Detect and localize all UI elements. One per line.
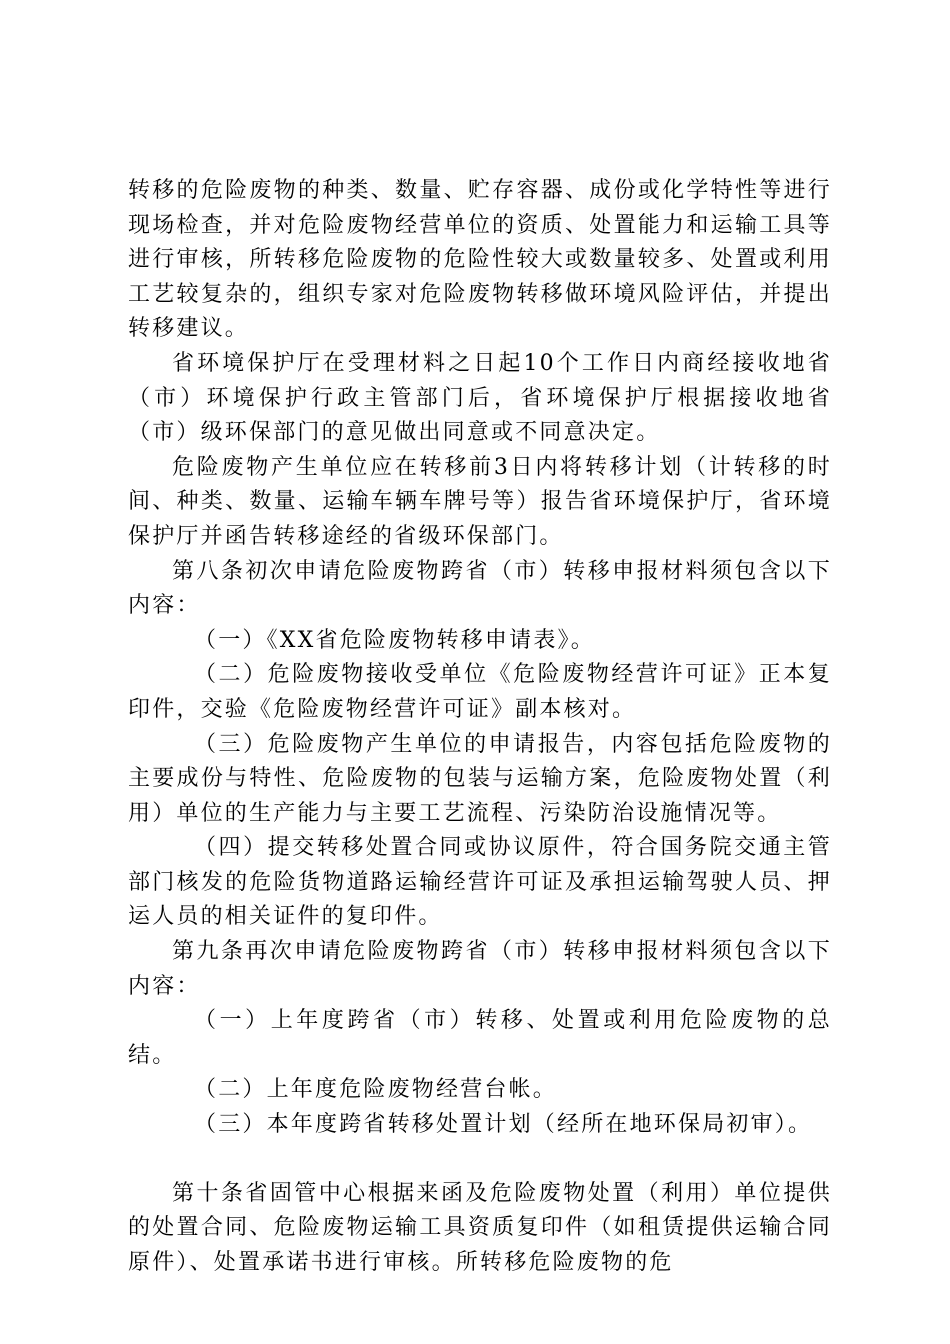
document-body <box>128 174 832 1280</box>
paragraph-article-10: 第十条省固管中心根据来函及危险废物处置（利用）单位提供的处置合同、危险废物运输工具资质复印件（如租赁提供运输合同原件）、处置承诺书进行审核。所转移危险废物的危 <box>128 1180 832 1275</box>
paragraph-article-8: 第八条初次申请危险废物跨省（市）转移申报材料须包含以下内容： <box>128 558 832 619</box>
paragraph-continuation: 转移的危险废物的种类、数量、贮存容器、成份或化学特性等进行现场检查，并对危险废物经营单位的资质、处置能力和运输工具等进行审核，所转移危险废物的危险性较大或数量较多、处置或利用工艺较复杂的，组织专家对危险废物转移做环境风险评估，并提出转移建议。 <box>128 178 832 342</box>
paragraph-article-9-item-3: （三）本年度跨省转移处置计划（经所在地环保局初审）。 <box>194 1112 813 1138</box>
paragraph-article-8-item-3: （三）危险废物产生单位的申请报告，内容包括危险废物的主要成份与特性、危险废物的包装与运输方案，危险废物处置（利用）单位的生产能力与主要工艺流程、污染防治设施情况等。 <box>128 731 832 826</box>
paragraph-article-8-item-2: （二）危险废物接收受单位《危险废物经营许可证》正本复印件，交验《危险废物经营许可证》副本核对。 <box>128 662 832 722</box>
paragraph-article-8-item-4: （四）提交转移处置合同或协议原件，符合国务院交通主管部门核发的危险货物道路运输经营许可证及承担运输驾驶人员、押运人员的相关证件的复印件。 <box>128 835 832 930</box>
paragraph-article-9-item-1: （一）上年度跨省（市）转移、处置或利用危险废物的总结。 <box>128 1008 832 1068</box>
paragraph-article-8-item-1: （一）《XX省危险废物转移申请表》。 <box>194 627 595 653</box>
paragraph-gap <box>128 1143 832 1177</box>
paragraph-article-9: 第九条再次申请危险废物跨省（市）转移申报材料须包含以下内容： <box>128 939 832 999</box>
paragraph-decision-timeline: 省环境保护厅在受理材料之日起10个工作日内商经接收地省（市）环境保护行政主管部门后，省环境保护厅根据接收地省（市）级环保部门的意见做出同意或不同意决定。 <box>128 350 832 446</box>
paragraph-transfer-plan-report: 危险废物产生单位应在转移前3日内将转移计划（计转移的时间、种类、数量、运输车辆车牌号等）报告省环境保护厅，省环境保护厅并函告转移途经的省级环保部门。 <box>128 454 832 549</box>
paragraph-article-9-item-2: （二）上年度危险废物经营台帐。 <box>194 1077 558 1103</box>
